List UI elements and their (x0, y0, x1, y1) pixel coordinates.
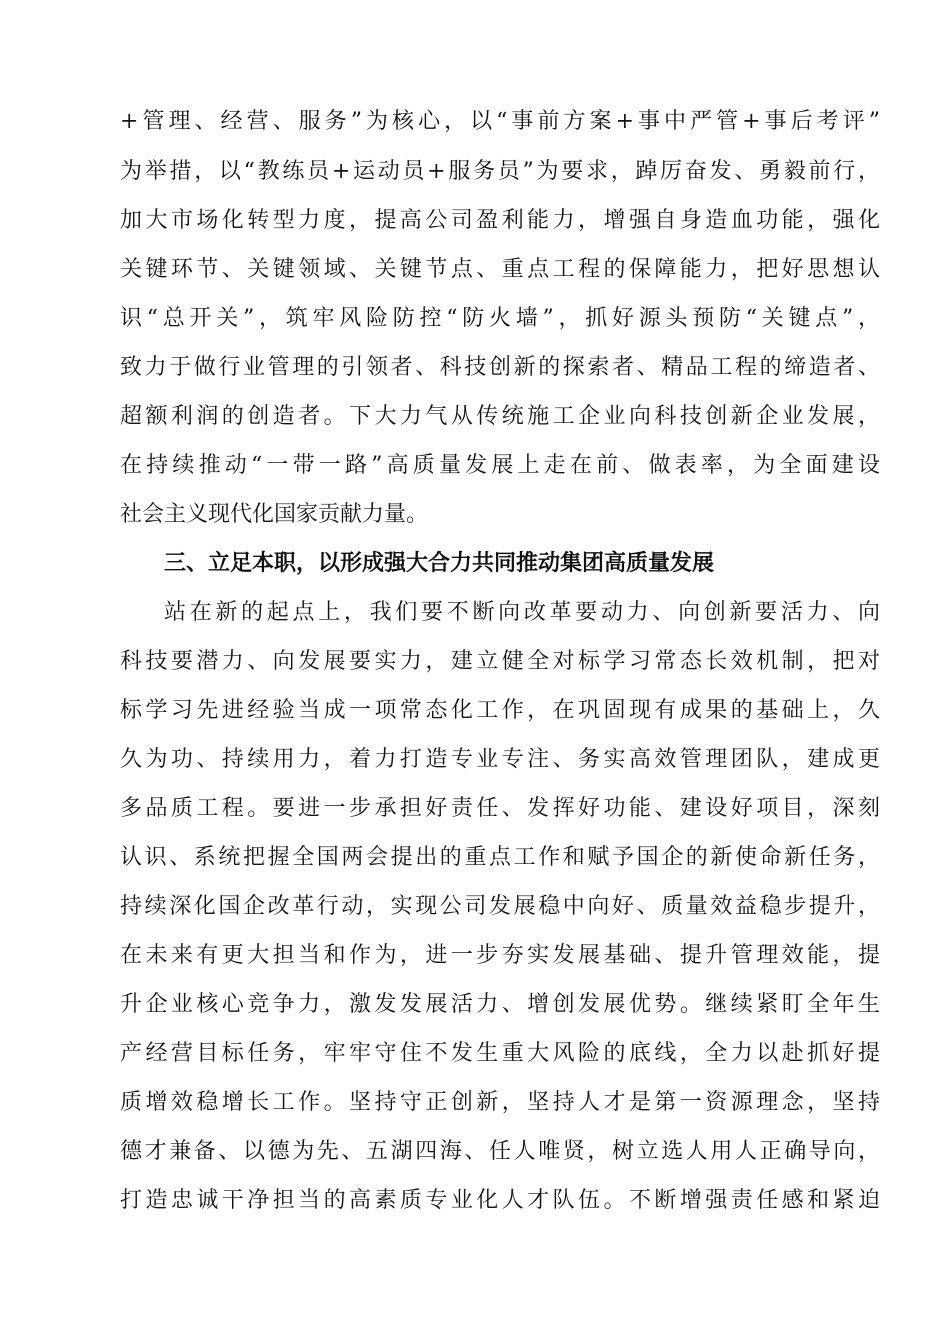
paragraph-line: 质增效稳增长工作。坚持守正创新，坚持人才是第一资源理念，坚持 (120, 1090, 880, 1115)
paragraph-line: 科技要潜力、向发展要实力，建立健全对标学习常态长效机制，把对 (120, 649, 880, 674)
paragraph-line: 久为功、持续用力，着力打造专业专注、务实高效管理团队，建成更 (120, 747, 880, 772)
paragraph-line: 德才兼备、以德为先、五湖四海、任人唯贤，树立选人用人正确导向， (120, 1139, 880, 1164)
paragraph-line: 在持续推动“一带一路”高质量发展上走在前、做表率，为全面建设 (120, 453, 880, 478)
section-heading: 三、立足本职，以形成强大合力共同推动集团高质量发展 (164, 551, 715, 576)
paragraph-line: 认识、系统把握全国两会提出的重点工作和赋予国企的新使命新任务， (120, 845, 880, 870)
paragraph-line: +管理、经营、服务”为核心，以“事前方案+事中严管+事后考评” (120, 109, 880, 134)
paragraph-line: 打造忠诚干净担当的高素质专业化人才队伍。不断增强责任感和紧迫 (120, 1188, 880, 1213)
paragraph-line: 在未来有更大担当和作为，进一步夯实发展基础、提升管理效能，提 (120, 943, 880, 968)
paragraph-line: 标学习先进经验当成一项常态化工作，在巩固现有成果的基础上，久 (120, 698, 880, 723)
paragraph-line: 站在新的起点上，我们要不断向改革要动力、向创新要活力、向 (164, 600, 880, 625)
paragraph-line: 识“总开关”，筑牢风险防控“防火墙”，抓好源头预防“关键点”， (120, 306, 880, 331)
paragraph-line: 社会主义现代化国家贡献力量。 (120, 502, 429, 527)
paragraph-line: 致力于做行业管理的引领者、科技创新的探索者、精品工程的缔造者、 (120, 355, 880, 380)
paragraph-line: 关键环节、关键领域、关键节点、重点工程的保障能力，把好思想认 (120, 257, 880, 282)
paragraph-line: 超额利润的创造者。下大力气从传统施工企业向科技创新企业发展， (120, 404, 880, 429)
paragraph-line: 产经营目标任务，牢牢守住不发生重大风险的底线，全力以赴抓好提 (120, 1041, 880, 1066)
paragraph-line: 为举措，以“教练员+运动员+服务员”为要求，踔厉奋发、勇毅前行， (120, 159, 880, 184)
paragraph-line: 升企业核心竞争力，激发发展活力、增创发展优势。继续紧盯全年生 (120, 992, 880, 1017)
paragraph-line: 多品质工程。要进一步承担好责任、发挥好功能、建设好项目，深刻 (120, 796, 880, 821)
paragraph-line: 加大市场化转型力度，提高公司盈利能力，增强自身造血功能，强化 (120, 208, 880, 233)
paragraph-line: 持续深化国企改革行动，实现公司发展稳中向好、质量效益稳步提升， (120, 894, 880, 919)
